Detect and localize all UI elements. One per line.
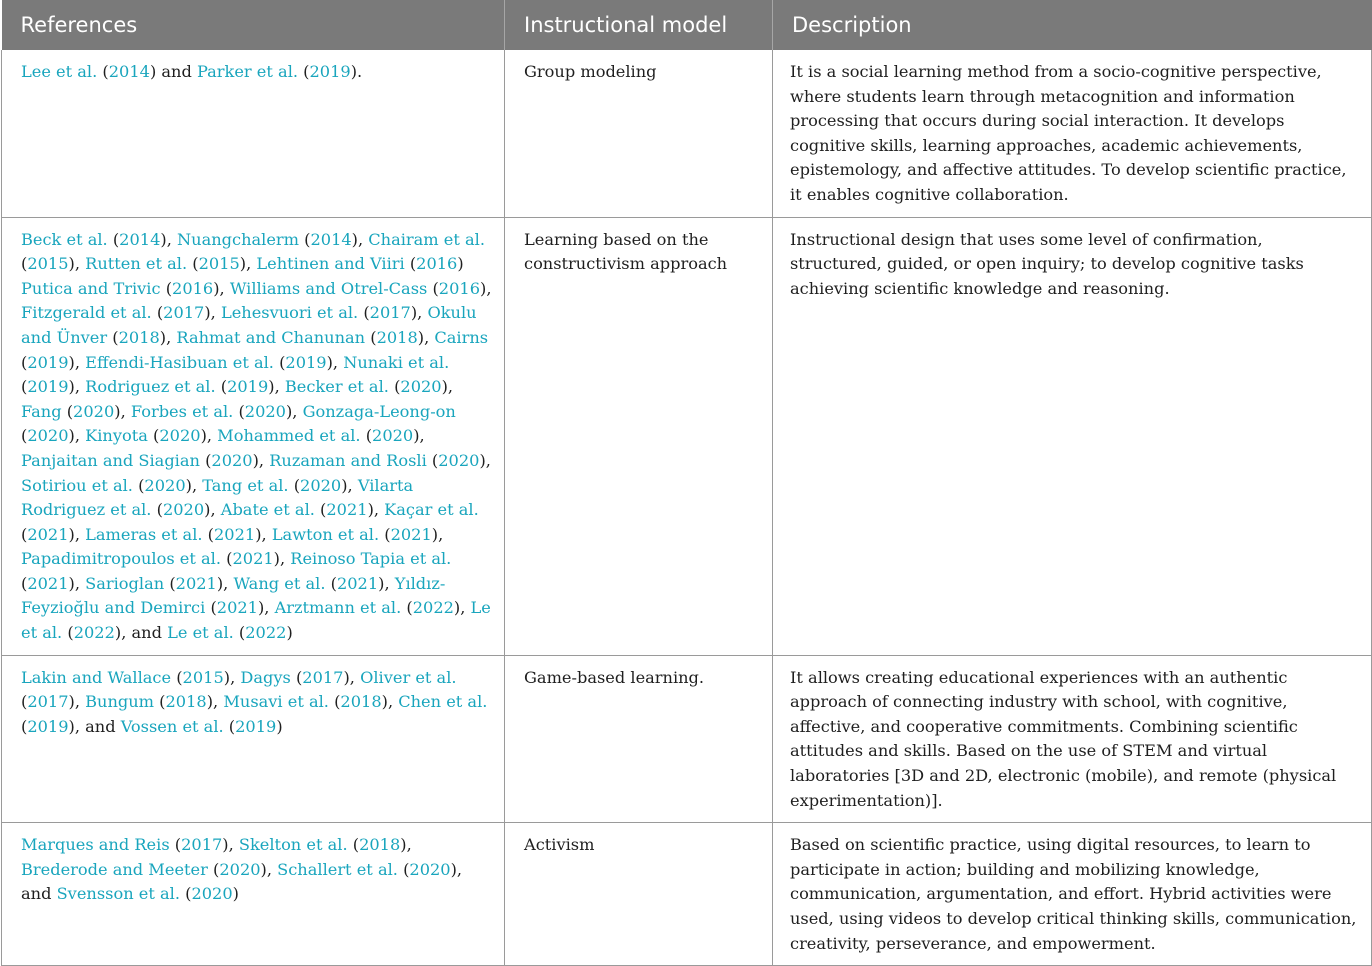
reference-year-link[interactable]: 2021 bbox=[326, 500, 368, 520]
reference-separator-text: ( bbox=[273, 352, 286, 372]
reference-separator-text: ( bbox=[21, 524, 28, 544]
reference-separator-text: ), bbox=[239, 254, 257, 274]
reference-year-link[interactable]: 2014 bbox=[310, 229, 352, 249]
reference-author-link[interactable]: Papadimitropoulos et al. bbox=[21, 549, 221, 569]
reference-author-link[interactable]: Lee et al. bbox=[21, 62, 98, 81]
table-header bbox=[2, 0, 1372, 50]
references-table bbox=[1, 0, 1372, 966]
reference-author-link[interactable]: Lawton et al. bbox=[271, 524, 380, 544]
reference-year-link[interactable]: 2020 bbox=[191, 884, 233, 904]
reference-separator-text: ( bbox=[358, 303, 370, 323]
reference-separator-text: ( bbox=[21, 426, 28, 446]
reference-author-link[interactable]: Lehtinen and Viiri bbox=[256, 254, 405, 274]
reference-year-link[interactable]: 2020 bbox=[409, 859, 451, 879]
reference-separator-text: ( bbox=[21, 352, 28, 372]
description-cell: It allows creating educational experiences with an authentic approach of connecting industry with school, with cognitive, affective, and cooperative commitments. Combining scientific attitudes and skills. Based on the use of STEM and virtual laboratories [3D and 2D, electronic (mobile), and remote (physical experimentation)]. bbox=[773, 655, 1372, 823]
reference-year-link[interactable]: 2015 bbox=[182, 667, 224, 687]
references-cell bbox=[2, 217, 505, 655]
reference-separator-text: ( bbox=[21, 716, 28, 736]
reference-author-link[interactable]: Lakin and Wallace bbox=[21, 667, 172, 687]
reference-author-link[interactable]: Yıldız-Feyzioğlu and Demirci bbox=[21, 573, 446, 618]
reference-separator-text: ( bbox=[233, 401, 245, 421]
reference-separator-text: ( bbox=[61, 401, 74, 421]
reference-year-link[interactable]: 2019 bbox=[285, 352, 327, 372]
reference-year-link[interactable]: 2020 bbox=[372, 426, 414, 446]
reference-separator-text: ), bbox=[222, 835, 239, 855]
reference-author-link[interactable]: Skelton et al. bbox=[238, 835, 348, 855]
reference-author-link[interactable]: Lehesvuori et al. bbox=[220, 303, 359, 323]
reference-separator-text: ), bbox=[68, 573, 86, 593]
reference-separator-text: ), bbox=[160, 229, 177, 249]
reference-separator-text: ( bbox=[107, 327, 119, 347]
reference-author-link[interactable]: Tang et al. bbox=[202, 475, 289, 495]
reference-author-link[interactable]: Becker et al. bbox=[284, 377, 389, 397]
reference-separator-text: ( bbox=[160, 278, 173, 298]
reference-year-link[interactable]: 2021 bbox=[27, 573, 69, 593]
reference-separator-text: ( bbox=[298, 62, 310, 81]
reference-author-link[interactable]: Cairns bbox=[434, 327, 489, 347]
reference-author-link[interactable]: Beck et al. bbox=[21, 229, 108, 249]
reference-separator-text: ), bbox=[351, 229, 369, 249]
reference-separator-text: ( bbox=[171, 667, 183, 687]
reference-separator-text: ), bbox=[431, 524, 444, 544]
reference-author-link[interactable]: Gonzaga-Leong-on bbox=[302, 401, 456, 421]
reference-year-link[interactable]: 2020 bbox=[300, 475, 342, 495]
reference-separator-text: ( bbox=[221, 549, 233, 569]
reference-year-link[interactable]: 2020 bbox=[400, 377, 442, 397]
reference-year-link[interactable]: 2020 bbox=[211, 450, 253, 470]
reference-separator-text: ), bbox=[268, 377, 285, 397]
reference-separator-text: ( bbox=[21, 573, 28, 593]
reference-year-link[interactable]: 2021 bbox=[336, 573, 379, 593]
reference-author-link[interactable]: Abate et al. bbox=[220, 500, 315, 520]
reference-year-link[interactable]: 2016 bbox=[438, 278, 480, 298]
reference-author-link[interactable]: Kinyota bbox=[85, 426, 148, 446]
reference-separator-text: ( bbox=[187, 254, 199, 274]
reference-separator-text: ), bbox=[68, 426, 86, 446]
description-cell: It is a social learning method from a socio-cognitive perspective, where students learn through metacognition and information processing that occurs during social interaction. It develops cognitive skills, learning approaches, academic achievements, epistemology, and affective attitudes. To develop scientific practice, it enables cognitive collaboration. bbox=[773, 50, 1372, 217]
reference-separator-text: ), bbox=[400, 835, 412, 855]
reference-separator-text: ) bbox=[276, 716, 283, 736]
reference-separator-text: ) and bbox=[149, 62, 197, 81]
reference-separator-text: ), bbox=[68, 352, 86, 372]
reference-year-link[interactable]: 2021 bbox=[214, 524, 256, 544]
reference-separator-text: ), bbox=[413, 426, 425, 446]
reference-author-link[interactable]: Rutten et al. bbox=[85, 254, 188, 274]
reference-author-link[interactable]: Putica and Trivic bbox=[21, 278, 161, 298]
reference-author-link[interactable]: Williams and Otrel-Cass bbox=[229, 278, 428, 298]
reference-separator-text: ), bbox=[410, 303, 428, 323]
reference-author-link[interactable]: Fitzgerald et al. bbox=[21, 303, 152, 323]
instructional-model-cell: Group modeling bbox=[505, 50, 773, 217]
reference-separator-text: ( bbox=[21, 254, 28, 274]
reference-separator-text: ), bbox=[223, 667, 241, 687]
reference-author-link[interactable]: Le et al. bbox=[21, 598, 491, 643]
table-row bbox=[2, 823, 1372, 966]
reference-separator-text: ), and bbox=[114, 623, 168, 643]
reference-separator-text: ), bbox=[367, 500, 385, 520]
table-row bbox=[2, 655, 1372, 823]
reference-separator-text: ( bbox=[223, 716, 236, 736]
reference-author-link[interactable]: Chairam et al. bbox=[368, 229, 486, 249]
header-description: Description bbox=[773, 0, 1372, 50]
reference-year-link[interactable]: 2021 bbox=[27, 524, 69, 544]
reference-year-link[interactable]: 2020 bbox=[162, 500, 205, 520]
reference-year-link[interactable]: 2015 bbox=[27, 254, 69, 274]
reference-author-link[interactable]: Okulu and Ünver bbox=[21, 303, 477, 347]
reference-author-link[interactable]: Sarioglan bbox=[85, 573, 165, 593]
reference-author-link[interactable]: Fang bbox=[21, 401, 62, 421]
reference-year-link[interactable]: 2015 bbox=[198, 254, 240, 274]
reference-separator-text: ), bbox=[441, 377, 454, 397]
reference-separator-text: ), bbox=[216, 573, 234, 593]
reference-separator-text: ( bbox=[147, 426, 160, 446]
reference-year-link[interactable]: 2019 bbox=[27, 377, 69, 397]
reference-author-link[interactable]: Schallert et al. bbox=[277, 859, 398, 879]
reference-year-link[interactable]: 2020 bbox=[27, 426, 69, 446]
reference-separator-text: ), bbox=[255, 524, 272, 544]
reference-separator-text: ( bbox=[233, 623, 246, 643]
reference-separator-text: ( bbox=[290, 667, 303, 687]
reference-separator-text: ( bbox=[164, 573, 176, 593]
reference-separator-text: ), bbox=[200, 426, 218, 446]
reference-separator-text: ), bbox=[114, 401, 131, 421]
reference-year-link[interactable]: 2021 bbox=[390, 524, 432, 544]
reference-year-link[interactable]: 2018 bbox=[359, 835, 401, 855]
reference-separator-text: ( bbox=[151, 303, 164, 323]
reference-year-link[interactable]: 2020 bbox=[244, 401, 286, 421]
reference-author-link[interactable]: Dagys bbox=[240, 667, 291, 687]
description-cell: Instructional design that uses some level of confirmation, structured, guided, or open inquiry; to develop cognitive tasks achieving scientific knowledge and reasoning. bbox=[773, 217, 1372, 655]
reference-separator-text: ), bbox=[479, 450, 491, 470]
reference-separator-text: ( bbox=[154, 692, 166, 712]
reference-separator-text: ), bbox=[417, 327, 435, 347]
reference-separator-text: ), and bbox=[21, 859, 463, 904]
references-cell bbox=[2, 823, 505, 966]
reference-year-link[interactable]: 2021 bbox=[232, 549, 274, 569]
reference-separator-text: ), bbox=[285, 401, 303, 421]
reference-year-link[interactable]: 2020 bbox=[144, 475, 186, 495]
reference-separator-text: ), bbox=[185, 475, 203, 495]
reference-author-link[interactable]: Rahmat and Chanunan bbox=[176, 327, 366, 347]
reference-author-link[interactable]: Sotiriou et al. bbox=[21, 475, 133, 495]
reference-separator-text: ( bbox=[215, 377, 228, 397]
reference-separator-text: ), bbox=[204, 500, 221, 520]
reference-separator-text: ). bbox=[350, 62, 363, 81]
reference-separator-text: ), bbox=[204, 303, 221, 323]
reference-separator-text: ), bbox=[68, 692, 86, 712]
reference-year-link[interactable]: 2017 bbox=[163, 303, 205, 323]
reference-separator-text: ), bbox=[273, 549, 291, 569]
reference-year-link[interactable]: 2017 bbox=[181, 835, 223, 855]
reference-author-link[interactable]: Vilarta Rodriguez et al. bbox=[21, 475, 414, 520]
reference-year-link[interactable]: 2022 bbox=[245, 623, 287, 643]
description-cell: Based on scientific practice, using digital resources, to learn to participate in action; building and mobilizing knowledge, communication, argumentation, and effort. Hybrid activities were used, using videos to develop critical thinking skills, communication, creativity, perseverance, and empowerment. bbox=[773, 823, 1372, 966]
reference-author-link[interactable]: Marques and Reis bbox=[21, 835, 170, 855]
reference-year-link[interactable]: 2016 bbox=[172, 278, 214, 298]
reference-year-link[interactable]: 2018 bbox=[376, 327, 418, 347]
reference-separator-text: ) bbox=[457, 254, 464, 274]
references-cell bbox=[2, 655, 505, 823]
reference-year-link[interactable]: 2018 bbox=[118, 327, 160, 347]
reference-separator-text: ), bbox=[326, 352, 344, 372]
reference-author-link[interactable]: Vossen et al. bbox=[120, 716, 224, 736]
reference-separator-text: ), bbox=[341, 475, 358, 495]
reference-separator-text: ( bbox=[132, 475, 145, 495]
header-row bbox=[2, 0, 1372, 50]
reference-separator-text: ), and bbox=[68, 716, 121, 736]
reference-separator-text: ), bbox=[381, 692, 399, 712]
reference-author-link[interactable]: Reinoso Tapia et al. bbox=[290, 549, 452, 569]
reference-separator-text: ( bbox=[365, 327, 377, 347]
reference-separator-text: ( bbox=[426, 450, 439, 470]
reference-separator-text: ( bbox=[151, 500, 163, 520]
instructional-model-cell: Learning based on the constructivism approach bbox=[505, 217, 773, 655]
header-instructional-model: Instructional model bbox=[505, 0, 773, 50]
reference-year-link[interactable]: 2019 bbox=[227, 377, 269, 397]
reference-separator-text: ( bbox=[169, 835, 182, 855]
reference-separator-text: ( bbox=[288, 475, 301, 495]
reference-author-link[interactable]: Le et al. bbox=[167, 623, 234, 643]
reference-year-link[interactable]: 2017 bbox=[27, 692, 69, 712]
reference-separator-text: ( bbox=[314, 500, 327, 520]
reference-separator-text: ), bbox=[343, 667, 361, 687]
reference-separator-text: ( bbox=[62, 623, 74, 643]
reference-separator-text: ), bbox=[68, 524, 86, 544]
reference-separator-text: ( bbox=[21, 692, 28, 712]
reference-author-link[interactable]: Mohammed et al. bbox=[217, 426, 361, 446]
reference-year-link[interactable]: 2021 bbox=[216, 598, 258, 618]
reference-separator-text: ( bbox=[21, 377, 28, 397]
reference-author-link[interactable]: Forbes et al. bbox=[130, 401, 234, 421]
reference-separator-text: ( bbox=[404, 254, 417, 274]
reference-separator-text: ), bbox=[480, 278, 492, 298]
reference-separator-text: ), bbox=[252, 450, 270, 470]
references-cell bbox=[2, 50, 505, 217]
reference-separator-text: ), bbox=[260, 859, 278, 879]
table-row bbox=[2, 217, 1372, 655]
reference-year-link[interactable]: 2018 bbox=[340, 692, 382, 712]
reference-author-link[interactable]: Parker et al. bbox=[196, 62, 299, 81]
reference-author-link[interactable]: Lameras et al. bbox=[85, 524, 203, 544]
reference-year-link[interactable]: 2022 bbox=[73, 623, 115, 643]
reference-separator-text: ), bbox=[378, 573, 395, 593]
reference-separator-text: ( bbox=[427, 278, 439, 298]
reference-author-link[interactable]: Wang et al. bbox=[233, 573, 326, 593]
reference-year-link[interactable]: 2019 bbox=[27, 352, 69, 372]
reference-year-link[interactable]: 2014 bbox=[108, 62, 150, 81]
reference-year-link[interactable]: 2020 bbox=[159, 426, 201, 446]
reference-author-link[interactable]: Panjaitan and Siagian bbox=[21, 450, 200, 470]
reference-author-link[interactable]: Brederode and Meeter bbox=[21, 859, 208, 879]
reference-author-link[interactable]: Arztmann et al. bbox=[274, 598, 402, 618]
reference-separator-text: ) bbox=[232, 884, 239, 904]
reference-separator-text: ( bbox=[328, 692, 341, 712]
reference-year-link[interactable]: 2019 bbox=[235, 716, 277, 736]
reference-separator-text: ( bbox=[379, 524, 391, 544]
reference-author-link[interactable]: Nuangchalerm bbox=[176, 229, 299, 249]
reference-year-link[interactable]: 2014 bbox=[119, 229, 161, 249]
reference-separator-text: ), bbox=[257, 598, 275, 618]
reference-separator-text: ( bbox=[179, 884, 192, 904]
table-row bbox=[2, 50, 1372, 217]
reference-year-link[interactable]: 2016 bbox=[416, 254, 458, 274]
reference-separator-text: ( bbox=[347, 835, 360, 855]
reference-separator-text: ( bbox=[360, 426, 373, 446]
reference-author-link[interactable]: Chen et al. bbox=[398, 692, 488, 712]
reference-separator-text: ) bbox=[286, 623, 293, 643]
reference-separator-text: ( bbox=[401, 598, 413, 618]
table-body bbox=[2, 50, 1372, 966]
reference-separator-text: ( bbox=[397, 859, 410, 879]
reference-author-link[interactable]: Kaçar et al. bbox=[384, 500, 479, 520]
reference-year-link[interactable]: 2020 bbox=[219, 859, 261, 879]
reference-separator-text: ( bbox=[107, 229, 120, 249]
reference-author-link[interactable]: Ruzaman and Rosli bbox=[269, 450, 427, 470]
reference-separator-text: ), bbox=[453, 598, 471, 618]
reference-separator-text: ( bbox=[97, 62, 109, 81]
reference-author-link[interactable]: Effendi-Hasibuan et al. bbox=[85, 352, 274, 372]
reference-separator-text: ), bbox=[68, 254, 86, 274]
reference-year-link[interactable]: 2019 bbox=[309, 62, 351, 81]
instructional-model-cell: Game-based learning. bbox=[505, 655, 773, 823]
reference-separator-text: ( bbox=[199, 450, 212, 470]
reference-separator-text: ( bbox=[325, 573, 337, 593]
reference-author-link[interactable]: Svensson et al. bbox=[56, 884, 180, 904]
reference-year-link[interactable]: 2020 bbox=[73, 401, 115, 421]
reference-year-link[interactable]: 2017 bbox=[369, 303, 411, 323]
reference-separator-text: ), bbox=[159, 327, 177, 347]
instructional-model-cell: Activism bbox=[505, 823, 773, 966]
reference-separator-text: ( bbox=[207, 859, 220, 879]
header-references: References bbox=[2, 0, 505, 50]
reference-separator-text: ( bbox=[202, 524, 214, 544]
reference-author-link[interactable]: Oliver et al. bbox=[360, 667, 457, 687]
reference-year-link[interactable]: 2018 bbox=[165, 692, 207, 712]
reference-author-link[interactable]: Bungum bbox=[85, 692, 155, 712]
reference-author-link[interactable]: Nunaki et al. bbox=[343, 352, 450, 372]
reference-separator-text: ), bbox=[68, 377, 86, 397]
reference-separator-text: ), bbox=[213, 278, 230, 298]
reference-year-link[interactable]: 2019 bbox=[27, 716, 69, 736]
reference-year-link[interactable]: 2020 bbox=[438, 450, 480, 470]
reference-separator-text: ( bbox=[388, 377, 401, 397]
reference-separator-text: ( bbox=[299, 229, 311, 249]
reference-year-link[interactable]: 2022 bbox=[412, 598, 454, 618]
reference-separator-text: ( bbox=[205, 598, 217, 618]
reference-author-link[interactable]: Musavi et al. bbox=[223, 692, 329, 712]
reference-separator-text: ), bbox=[206, 692, 224, 712]
reference-author-link[interactable]: Rodriguez et al. bbox=[85, 377, 216, 397]
reference-year-link[interactable]: 2021 bbox=[175, 573, 217, 593]
reference-year-link[interactable]: 2017 bbox=[302, 667, 344, 687]
